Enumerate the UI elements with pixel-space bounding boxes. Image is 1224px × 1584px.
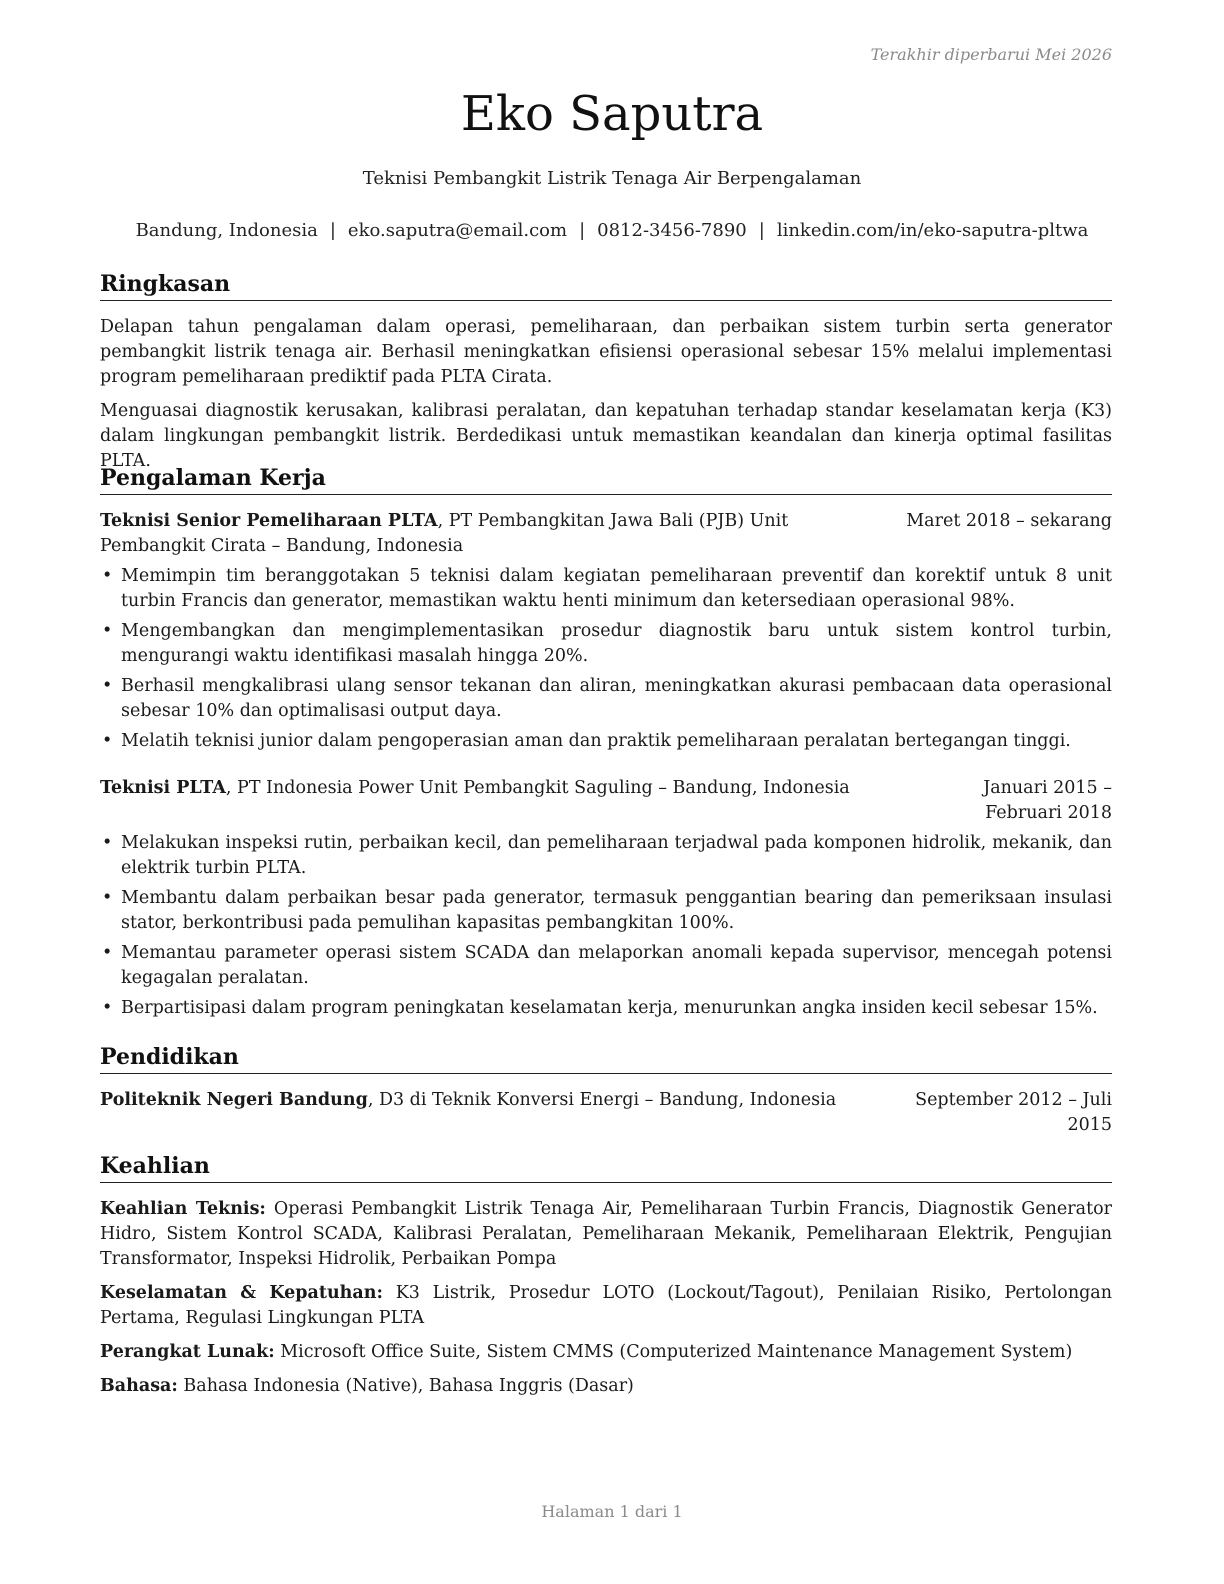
- job-header: [100, 509, 1112, 559]
- contact-separator: |: [758, 220, 765, 241]
- summary-paragraph: Delapan tahun pengalaman dalam operasi, pemeliharaan, dan perbaikan sistem turbin serta generator pembangkit listrik tenaga air. Berhasil meningkatkan efisiensi operasional sebesar 15% melalui implementasi program pemeliharaan prediktif pada PLTA Cirata.: [100, 316, 1112, 387]
- skill-line: [100, 1374, 1112, 1399]
- job-dates: Maret 2018 – sekarang: [906, 510, 1112, 531]
- skill-label: Keselamatan & Kepatuhan:: [100, 1282, 383, 1303]
- skill-text: Bahasa Indonesia (Native), Bahasa Inggris (Dasar): [177, 1375, 634, 1396]
- contact-phone: 0812-3456-7890: [597, 220, 747, 241]
- skill-line: [100, 1197, 1112, 1272]
- skill-line: [100, 1340, 1112, 1365]
- job-bullet: • Memantau parameter operasi sistem SCADA dan melaporkan anomali kepada supervisor, mencegah potensi kegagalan peralatan.: [100, 941, 1112, 991]
- job-bullet: • Berpartisipasi dalam program peningkatan keselamatan kerja, menurunkan angka insiden kecil sebesar 15%.: [100, 996, 1112, 1021]
- skill-label: Perangkat Lunak:: [100, 1341, 275, 1362]
- education-school: Politeknik Negeri Bandung: [100, 1089, 368, 1110]
- job-role: Teknisi Senior Pemeliharaan PLTA: [100, 510, 438, 531]
- job-entry: [100, 509, 1112, 754]
- job-entry: [100, 776, 1112, 1021]
- skill-text: Microsoft Office Suite, Sistem CMMS (Computerized Maintenance Management System): [274, 1341, 1073, 1362]
- job-bullet: • Melakukan inspeksi rutin, perbaikan kecil, dan pemeliharaan terjadwal pada komponen hidrolik, mekanik, dan elektrik turbin PLTA.: [100, 831, 1112, 881]
- contact-line: [0, 220, 1224, 241]
- page-number-footer: Halaman 1 dari 1: [541, 1502, 683, 1521]
- job-bullet: • Membantu dalam perbaikan besar pada generator, termasuk penggantian bearing dan pemeriksaan insulasi stator, berkontribusi pada pemulihan kapasitas pembangkitan 100%.: [100, 886, 1112, 936]
- job-bullet: • Memimpin tim beranggotakan 5 teknisi dalam kegiatan pemeliharaan preventif dan korektif untuk 8 unit turbin Francis dan generator, memastikan waktu henti minimum dan ketersediaan operasional 98%.: [100, 564, 1112, 614]
- contact-separator: |: [329, 220, 336, 241]
- candidate-headline: Teknisi Pembangkit Listrik Tenaga Air Berpengalaman: [362, 168, 862, 189]
- education-section: [100, 1044, 1112, 1138]
- contact-location: Bandung, Indonesia: [135, 220, 318, 241]
- skills-list: [100, 1197, 1112, 1399]
- job-org: , PT Indonesia Power Unit Pembangkit Saguling – Bandung, Indonesia: [225, 777, 850, 798]
- job-role: Teknisi PLTA: [100, 777, 226, 798]
- contact-linkedin-link[interactable]: linkedin.com/in/eko-saputra-pltwa: [776, 220, 1089, 241]
- job-bullet: • Berhasil mengkalibrasi ulang sensor tekanan dan aliran, meningkatkan akurasi pembacaan data operasional sebesar 10% dan optimalisasi output daya.: [100, 674, 1112, 724]
- education-entry: [100, 1088, 1112, 1138]
- candidate-name: Eko Saputra: [460, 86, 764, 142]
- section-title-skills: Keahlian: [100, 1153, 1112, 1183]
- job-org: , PT Pembangkitan Jawa Bali (PJB) Unit Pembangkit Cirata – Bandung, Indonesia: [100, 510, 789, 556]
- contact-separator: |: [579, 220, 586, 241]
- job-header: [100, 776, 1112, 826]
- job-bullets: [100, 564, 1112, 754]
- job-title-org: [100, 509, 890, 559]
- section-title-experience: Pengalaman Kerja: [100, 465, 1112, 495]
- job-bullet: • Melatih teknisi junior dalam pengoperasian aman dan praktik pemeliharaan peralatan bertegangan tinggi.: [100, 729, 1112, 754]
- summary-section: [100, 271, 1112, 474]
- job-bullet: • Mengembangkan dan mengimplementasikan prosedur diagnostik baru untuk sistem kontrol turbin, mengurangi waktu identifikasi masalah hingga 20%.: [100, 619, 1112, 669]
- education-dates: September 2012 – Juli 2015: [915, 1089, 1112, 1135]
- skill-text: K3 Listrik, Prosedur LOTO (Lockout/Tagout), Penilaian Risiko, Pertolongan Pertama, Regulasi Lingkungan PLTA: [100, 1282, 1113, 1328]
- skill-line: [100, 1281, 1112, 1331]
- skills-section: [100, 1153, 1112, 1408]
- skill-text: Operasi Pembangkit Listrik Tenaga Air, Pemeliharaan Turbin Francis, Diagnostik Generator Hidro, Sistem Kontrol SCADA, Kalibrasi Peralatan, Pemeliharaan Mekanik, Pemeliharaan Elektrik, Pengujian Transformator, Inspeksi Hidrolik, Perbaikan Pompa: [100, 1198, 1113, 1269]
- education-detail: , D3 di Teknik Konversi Energi – Bandung, Indonesia: [367, 1089, 837, 1110]
- experience-section: [100, 465, 1112, 1026]
- job-bullets: [100, 831, 1112, 1021]
- job-title-org: [100, 776, 890, 826]
- last-updated-note: Terakhir diperbarui Mei 2026: [870, 45, 1112, 64]
- section-title-summary: Ringkasan: [100, 271, 1112, 301]
- skill-label: Keahlian Teknis:: [100, 1198, 266, 1219]
- contact-email-link[interactable]: eko.saputra@email.com: [347, 220, 568, 241]
- skill-label: Bahasa:: [100, 1375, 178, 1396]
- education-school-detail: [100, 1088, 890, 1138]
- section-title-education: Pendidikan: [100, 1044, 1112, 1074]
- job-dates: Januari 2015 – Februari 2018: [983, 777, 1112, 823]
- summary-paragraph: Menguasai diagnostik kerusakan, kalibrasi peralatan, dan kepatuhan terhadap standar keselamatan kerja (K3) dalam lingkungan pembangkit listrik. Berdedikasi untuk memastikan keandalan dan kinerja optimal fasilitas PLTA.: [100, 400, 1112, 471]
